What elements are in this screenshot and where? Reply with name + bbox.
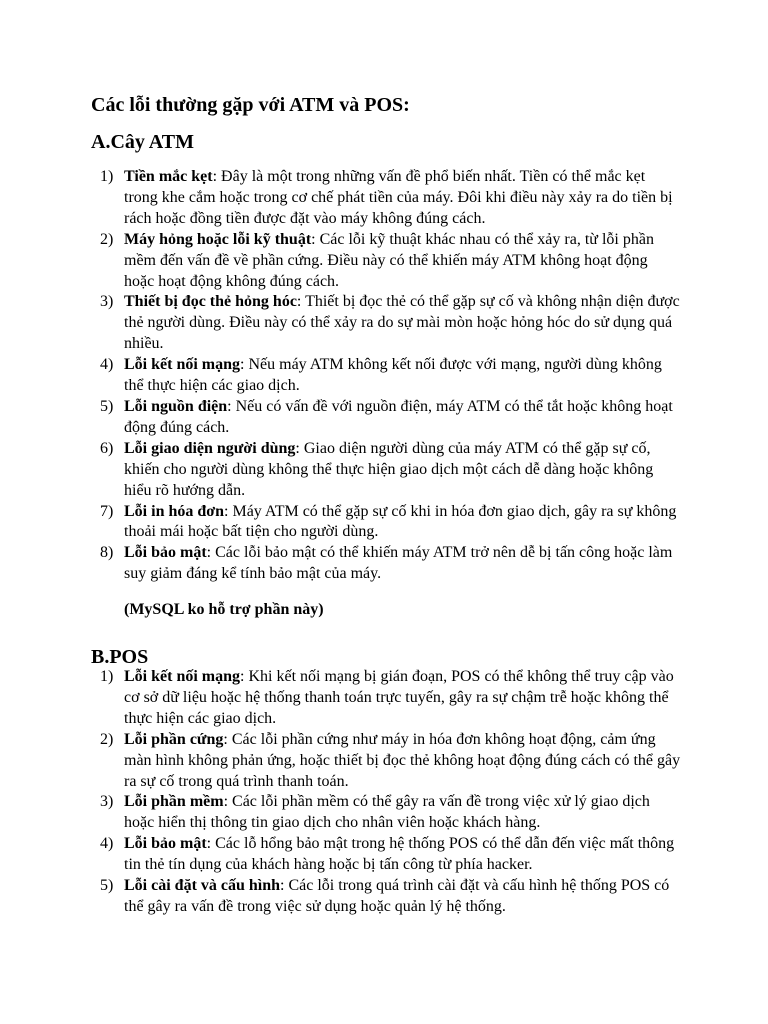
list-item-number: 6) <box>100 439 114 457</box>
list-item-text: : Các lỗi phần mềm có thể gây ra vấn đề trong việc xử lý giao dịch hoặc hiển thị thông tin giao dịch cho nhân viên hoặc khách hàng. <box>124 793 650 832</box>
list-item-term: Lỗi kết nối mạng <box>124 356 241 374</box>
list-item-number: 8) <box>100 544 114 562</box>
list-item-term: Tiền mắc kẹt <box>124 168 213 185</box>
list-item-text: : Đây là một trong những vấn đề phổ biến nhất. Tiền có thể mắc kẹt trong khe cắm hoặc trong cơ chế phát tiền của máy. Đôi khi điều này xảy ra do tiền bị rách hoặc đồng tiền được đặt vào máy không đúng cách. <box>124 168 673 227</box>
list-item-number: 4) <box>100 356 114 374</box>
list-item-text: : Các lỗi kỹ thuật khác nhau có thể xảy ra, từ lỗi phần mềm đến vấn đề về phần cứng. Điều này có thể khiến máy ATM không hoạt động hoặc hoạt động không đúng cách. <box>124 230 654 290</box>
list-item-number: 4) <box>100 835 114 853</box>
list-item-term: Lỗi giao diện người dùng <box>124 439 296 457</box>
list-item-term: Lỗi in hóa đơn <box>124 502 225 520</box>
list-item <box>91 439 681 502</box>
list-item-number: 2) <box>100 730 114 748</box>
list-item <box>91 792 681 834</box>
list-item-number: 7) <box>100 502 114 520</box>
list-item-number: 5) <box>100 877 114 895</box>
list-item-text: : Các lỗi bảo mật có thể khiến máy ATM trở nên dễ bị tấn công hoặc làm suy giảm đáng kể tính bảo mật của máy. <box>124 544 673 583</box>
list-item <box>91 397 681 439</box>
list-item-term: Thiết bị đọc thẻ hỏng hóc <box>124 293 297 311</box>
list-item <box>91 230 681 293</box>
list-item-text: : Khi kết nối mạng bị gián đoạn, POS có thể không thể truy cập vào cơ sở dữ liệu hoặc hệ thống thanh toán trực tuyến, gây ra sự chậm trễ hoặc không thể thực hiện các giao dịch. <box>124 668 674 727</box>
list-item-term: Lỗi bảo mật <box>124 544 207 562</box>
list-item-text: : Các lỗi phần cứng như máy in hóa đơn không hoạt động, cảm ứng màn hình không phản ứng, hoặc thiết bị đọc thẻ không hoạt động đúng cách có thể gây ra sự cố trong quá trình thanh toán. <box>124 730 681 790</box>
list-item-term: Lỗi phần mềm <box>124 793 224 811</box>
list-item <box>91 355 681 397</box>
list-item-text: : Nếu có vấn đề với nguồn điện, máy ATM có thể tắt hoặc không hoạt động đúng cách. <box>124 397 673 436</box>
list-item <box>91 834 681 876</box>
list-item-term: Lỗi bảo mật <box>124 835 207 853</box>
list-item-term: Lỗi kết nối mạng <box>124 668 241 685</box>
section-heading-pos: B.POS <box>91 646 149 668</box>
list-item <box>91 502 681 544</box>
list-item-term: Lỗi cài đặt và cấu hình <box>124 877 281 895</box>
list-item-text: : Các lỗi trong quá trình cài đặt và cấu hình hệ thống POS có thể gây ra vấn đề trong việc sử dụng hoặc quản lý hệ thống. <box>124 877 670 915</box>
list-item-number: 3) <box>100 293 114 311</box>
list-item-term: Lỗi nguồn điện <box>124 397 228 415</box>
list-item-text: : Các lỗ hổng bảo mật trong hệ thống POS có thể dẫn đến việc mất thông tin thẻ tín dụng của khách hàng hoặc bị tấn công từ phía hacker. <box>124 835 675 874</box>
atm-error-list <box>91 167 681 585</box>
list-item-number: 5) <box>100 397 114 415</box>
list-item-text: : Thiết bị đọc thẻ có thể gặp sự cố và không nhận diện được thẻ người dùng. Điều này có thể xảy ra do sự mài mòn hoặc hỏng hóc do sử dụng quá nhiều. <box>124 293 680 353</box>
list-item-number: 1) <box>100 668 114 685</box>
document-title: Các lỗi thường gặp với ATM và POS: <box>91 94 410 116</box>
pos-error-list <box>91 667 681 918</box>
list-item <box>91 667 681 730</box>
list-item-term: Lỗi phần cứng <box>124 730 224 748</box>
list-item <box>91 543 681 585</box>
list-item-number: 3) <box>100 793 114 811</box>
list-item-number: 2) <box>100 230 114 248</box>
list-item-text: : Máy ATM có thể gặp sự cố khi in hóa đơn giao dịch, gây ra sự không thoải mái hoặc bất tiện cho người dùng. <box>124 502 677 541</box>
mysql-note: (MySQL ko hỗ trợ phần này) <box>124 601 324 618</box>
list-item <box>91 167 681 230</box>
list-item-number: 1) <box>100 168 114 185</box>
list-item <box>91 730 681 793</box>
list-item-term: Máy hỏng hoặc lỗi kỹ thuật <box>124 230 312 248</box>
section-heading-atm: A.Cây ATM <box>91 131 194 153</box>
list-item <box>91 876 681 918</box>
list-item-text: : Giao diện người dùng của máy ATM có thể gặp sự cố, khiến cho người dùng không thể thực hiện giao dịch một cách dễ dàng hoặc không hiểu rõ hướng dẫn. <box>124 439 654 499</box>
list-item-text: : Nếu máy ATM không kết nối được với mạng, người dùng không thể thực hiện các giao dịch. <box>124 356 662 395</box>
list-item <box>91 292 681 355</box>
